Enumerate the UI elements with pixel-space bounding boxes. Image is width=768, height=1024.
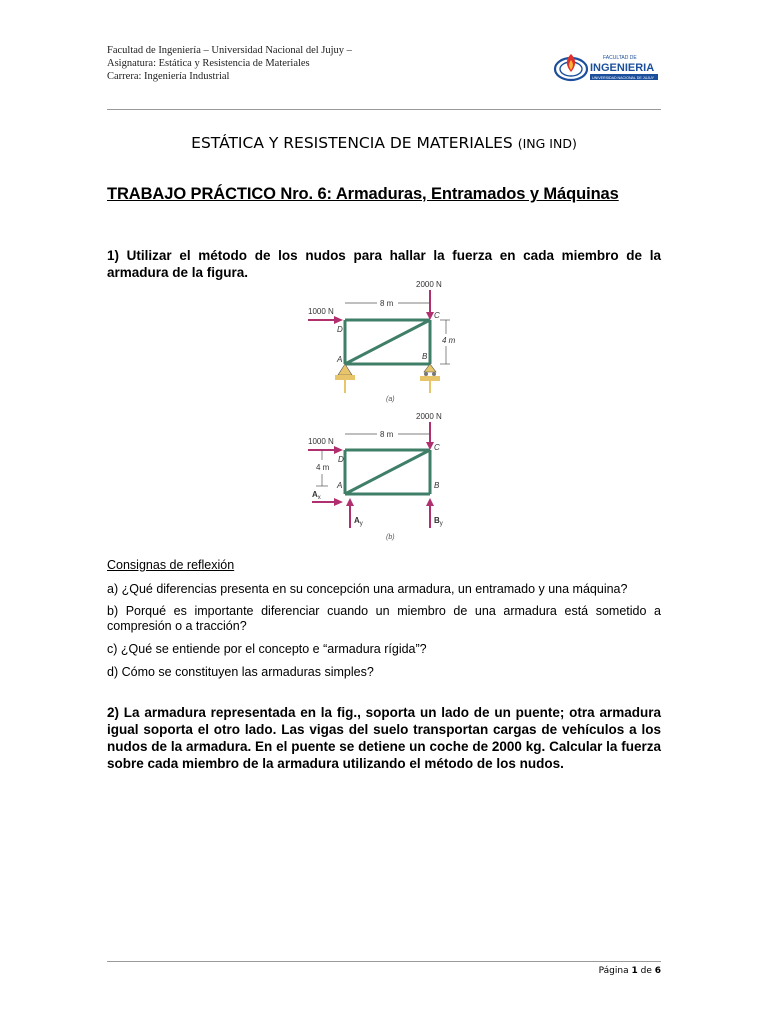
logo-main-text: INGENIERIA (590, 62, 655, 74)
course-title-main: ESTÁTICA Y RESISTENCIA DE MATERIALES (191, 134, 513, 152)
ground-b (420, 376, 440, 381)
figure-a-caption: (a) (386, 396, 395, 403)
reflection-item: b) Porqué es importante diferenciar cuando un miembro de una armadura está sometido a compresión o a tracción? (107, 604, 661, 633)
span-label: 8 m (380, 430, 394, 439)
reaction-ay-arrowhead (346, 498, 354, 506)
question-1: 1) Utilizar el método de los nudos para hallar la fuerza en cada miembro de la armadura de la figura. (107, 248, 661, 280)
course-title (0, 134, 768, 152)
ground-a (335, 375, 355, 380)
header-divider (107, 109, 661, 110)
header-text (107, 44, 352, 83)
height-label: 4 m (316, 463, 330, 472)
reaction-ax-arrowhead (334, 498, 343, 506)
span-label: 8 m (380, 299, 394, 308)
node-c-label: C (434, 311, 440, 320)
roller-b-wheel-right (432, 372, 436, 376)
load-top-label: 2000 N (416, 280, 442, 289)
node-d-label: D (338, 455, 344, 464)
reaction-by-arrowhead (426, 498, 434, 506)
reaction-ay-label: $A_y$ (354, 516, 363, 527)
header-line-subject: Asignatura: Estática y Resistencia de Materiales (107, 58, 310, 69)
node-b-label: B (434, 481, 440, 490)
page-of-label: de (640, 966, 652, 976)
load-left-label: 1000 N (308, 437, 334, 446)
load-left-arrowhead (334, 446, 343, 454)
node-c-label: C (434, 443, 440, 452)
footer-divider (107, 961, 661, 962)
load-left-arrowhead (334, 316, 343, 324)
course-title-suffix: (ING IND) (517, 136, 577, 151)
page-label: Página (598, 966, 629, 976)
truss-figure-a (300, 276, 470, 404)
height-label: 4 m (442, 336, 456, 345)
question-2: 2) La armadura representada en la fig., soporta un lado de un puente; otra armadura igual soporta el otro lado. Las vigas del suelo transportan cargas de vehículos a los nudos de la armadura. En el puente se detiene un coche de 2000 kg. Calcular la fuerza sobre cada miembro de la armadura utilizando el método de los nudos. (107, 705, 661, 771)
reaction-by-label: $B_y$ (434, 516, 443, 527)
node-d-label: D (337, 325, 343, 334)
member-ac (345, 320, 430, 364)
page-number (599, 966, 661, 976)
member-ac (345, 450, 430, 494)
truss-figure-b (300, 408, 470, 544)
load-top-label: 2000 N (416, 412, 442, 421)
node-a-label: A (337, 481, 343, 490)
page-current: 1 (631, 966, 638, 976)
header-line-faculty: Facultad de Ingeniería – Universidad Nacional del Jujuy – (107, 45, 352, 56)
pin-support-a (338, 364, 352, 375)
figure-b-caption: (b) (386, 534, 395, 541)
reflection-heading: Consignas de reflexión (107, 558, 235, 572)
node-b-label: B (422, 352, 428, 361)
reflection-item: d) Cómo se constituyen las armaduras simples? (107, 665, 374, 679)
reflection-item: a) ¿Qué diferencias presenta en su concepción una armadura, un entramado y una máquina? (107, 582, 628, 596)
logo-bottom-text: UNIVERSIDAD NACIONAL DE JUJUY (592, 76, 654, 80)
header-line-career: Carrera: Ingeniería Industrial (107, 71, 230, 82)
practical-title: TRABAJO PRÁCTICO Nro. 6: Armaduras, Entramados y Máquinas (107, 185, 619, 203)
reaction-ax-label: $A_x$ (312, 490, 321, 501)
page-total: 6 (654, 966, 661, 976)
node-a-label: A (337, 355, 343, 364)
roller-b-wheel-left (424, 372, 428, 376)
faculty-logo (553, 50, 661, 84)
reflection-item: c) ¿Qué se entiende por el concepto e “armadura rígida”? (107, 642, 427, 656)
logo-top-text: FACULTAD DE (603, 55, 637, 61)
load-left-label: 1000 N (308, 307, 334, 316)
